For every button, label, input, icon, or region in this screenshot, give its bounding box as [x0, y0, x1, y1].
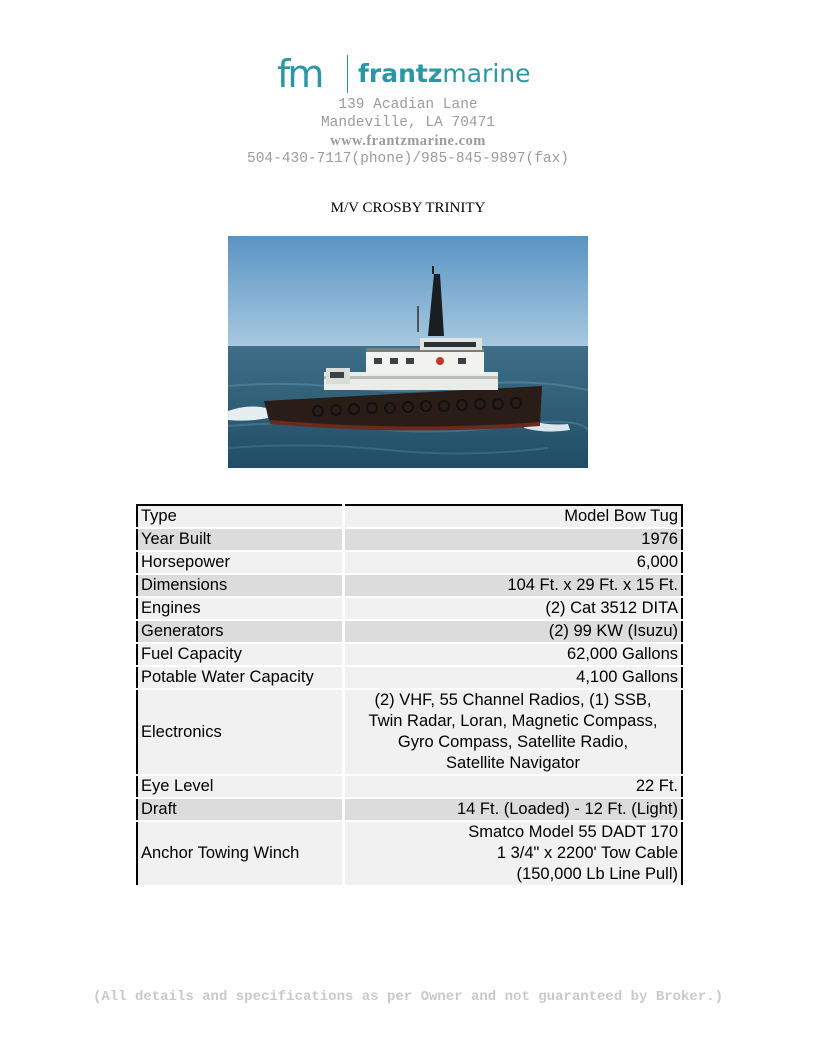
spec-value-generators: (2) 99 KW (Isuzu) [344, 620, 683, 643]
spec-value-draft: 14 Ft. (Loaded) - 12 Ft. (Light) [344, 798, 683, 821]
table-row [137, 528, 682, 551]
company-address [0, 96, 816, 168]
spec-label-horsepower: Horsepower [137, 551, 344, 574]
logo-divider [347, 55, 348, 93]
disclaimer: (All details and specifications as per Owner and not guaranteed by Broker.) [92, 989, 724, 1005]
spec-label-engines: Engines [137, 597, 344, 620]
electronics-line: (2) VHF, 55 Channel Radios, (1) SSB, [374, 691, 652, 709]
winch-line: 1 3/4" x 2200' Tow Cable [496, 844, 678, 862]
table-row [137, 643, 682, 666]
spec-label-electronics: Electronics [137, 689, 344, 775]
spec-label-generators: Generators [137, 620, 344, 643]
spec-label-anchor-winch: Anchor Towing Winch [137, 821, 344, 886]
spec-label-type: Type [137, 505, 344, 528]
spec-label-dimensions: Dimensions [137, 574, 344, 597]
table-row [137, 505, 682, 528]
vessel-title: M/V CROSBY TRINITY [330, 200, 486, 216]
spec-value-engines: (2) Cat 3512 DITA [344, 597, 683, 620]
table-row [137, 775, 682, 798]
table-row [137, 689, 682, 775]
logo-name [358, 54, 531, 94]
winch-line: (150,000 Lb Line Pull) [516, 865, 678, 883]
table-row [137, 574, 682, 597]
spec-value-eye-level: 22 Ft. [344, 775, 683, 798]
spec-label-year-built: Year Built [137, 528, 344, 551]
table-row [137, 551, 682, 574]
logo-name-rest: marine [442, 59, 531, 88]
spec-value-year-built: 1976 [344, 528, 683, 551]
specifications-table [136, 504, 683, 887]
spec-label-potable-water: Potable Water Capacity [137, 666, 344, 689]
spec-value-type: Model Bow Tug [344, 505, 683, 528]
spec-label-draft: Draft [137, 798, 344, 821]
electronics-line: Twin Radar, Loran, Magnetic Compass, [368, 712, 658, 730]
tugboat-image [228, 236, 588, 468]
company-logo [277, 54, 531, 94]
website-link[interactable]: www.frantzmarine.com [330, 133, 486, 149]
table-row [137, 798, 682, 821]
vessel-photo [228, 236, 588, 468]
table-row [137, 821, 682, 886]
logo-mark: fm [277, 52, 322, 96]
spec-value-fuel-capacity: 62,000 Gallons [344, 643, 683, 666]
address-city: Mandeville, LA 70471 [320, 115, 496, 131]
table-row [137, 597, 682, 620]
spec-label-fuel-capacity: Fuel Capacity [137, 643, 344, 666]
spec-value-potable-water: 4,100 Gallons [344, 666, 683, 689]
winch-line: Smatco Model 55 DADT 170 [468, 823, 678, 841]
address-street: 139 Acadian Lane [338, 97, 478, 113]
table-row [137, 666, 682, 689]
electronics-line: Satellite Navigator [446, 754, 580, 772]
electronics-line: Gyro Compass, Satellite Radio, [397, 733, 629, 751]
logo-name-bold: frantz [358, 59, 443, 88]
contact-phone-fax: 504-430-7117(phone)/985-845-9897(fax) [247, 151, 569, 167]
spec-label-eye-level: Eye Level [137, 775, 344, 798]
spec-value-anchor-winch [344, 821, 683, 886]
table-row [137, 620, 682, 643]
spec-value-electronics [344, 689, 683, 775]
spec-value-horsepower: 6,000 [344, 551, 683, 574]
spec-value-dimensions: 104 Ft. x 29 Ft. x 15 Ft. [344, 574, 683, 597]
